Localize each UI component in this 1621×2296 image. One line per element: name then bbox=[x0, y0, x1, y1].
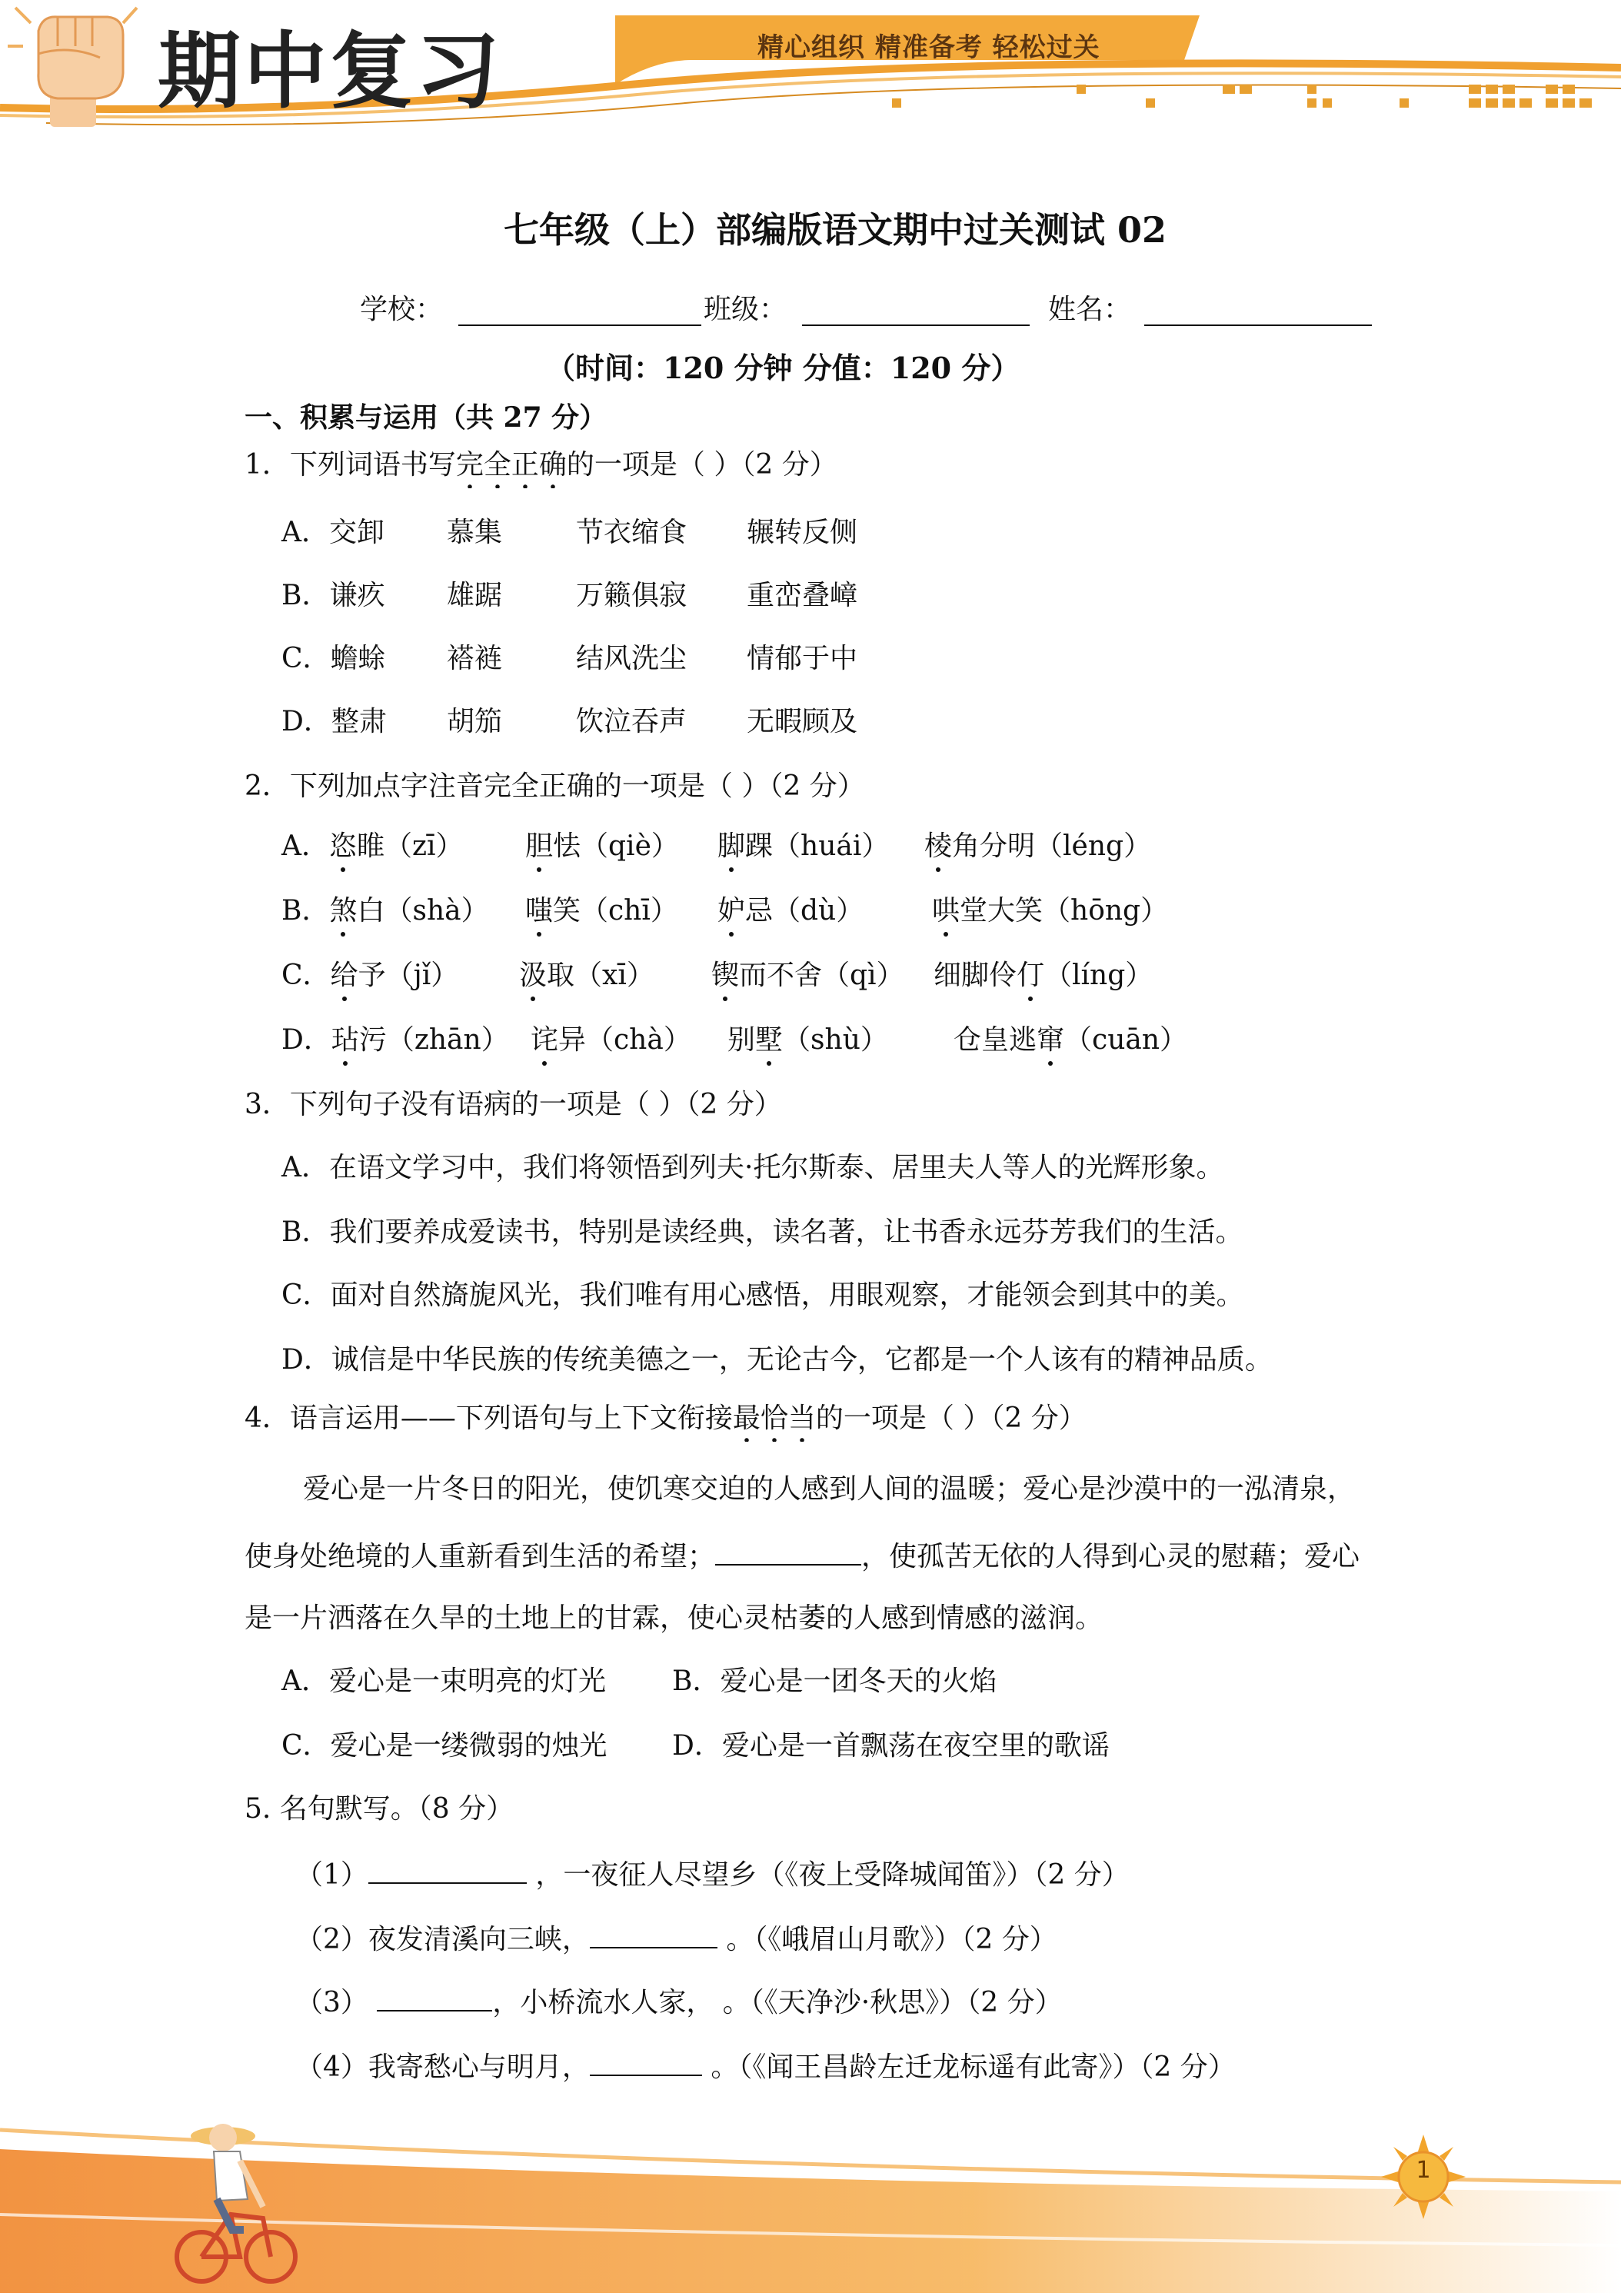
sentence-option[interactable]: D．诚信是中华民族的传统美德之一，无论古今，它都是一个人该有的精神品质。 bbox=[281, 1344, 1273, 1376]
option-word: 节衣缩食 bbox=[576, 517, 687, 548]
choice-option[interactable]: B．爱心是一团冬天的火焰 bbox=[672, 1665, 997, 1697]
option-word: 褡裢 bbox=[447, 643, 503, 674]
choice-option[interactable]: A．爱心是一束明亮的灯光 bbox=[281, 1665, 606, 1697]
class-field[interactable] bbox=[802, 297, 1030, 326]
page-number: 1 bbox=[1416, 2157, 1431, 2184]
option-word[interactable]: D．整肃 bbox=[281, 706, 387, 737]
sentence-option[interactable]: B．我们要养成爱读书，特别是读经典，读名著，让书香永远芬芳我们的生活。 bbox=[281, 1216, 1243, 1248]
header-title: 期中复习 bbox=[158, 24, 503, 120]
sentence-option[interactable]: A．在语文学习中，我们将领悟到列夫·托尔斯泰、居里夫人等人的光辉形象。 bbox=[281, 1152, 1224, 1183]
question-1-stem: 1．下列词语书写完全正确的一项是（ ）（2 分） bbox=[245, 448, 837, 483]
pinyin-option[interactable]: D．玷污（zhān） bbox=[281, 1023, 509, 1058]
passage-line: 使身处绝境的人重新看到生活的希望； ，使孤苦无依的人得到心灵的慰藉；爱心 bbox=[245, 1536, 1360, 1575]
choice-option[interactable]: D．爱心是一首飘荡在夜空里的歌谣 bbox=[672, 1730, 1110, 1762]
recitation-item: （1） ，一夜征人尽望乡（《夜上受降城闻笛》）（2 分） bbox=[295, 1855, 1130, 1893]
option-word[interactable]: C．蟾蜍 bbox=[281, 643, 386, 674]
pinyin-option: 胆怯（qiè） bbox=[525, 829, 679, 864]
pinyin-option: 诧异（chà） bbox=[531, 1023, 691, 1058]
name-label: 姓名： bbox=[1048, 294, 1132, 325]
recitation-item: （3） ，小桥流水人家， 。（《天净沙·秋思》）（2 分） bbox=[295, 1982, 1063, 2021]
option-word: 重峦叠嶂 bbox=[747, 580, 858, 611]
choice-option[interactable]: C．爱心是一缕微弱的烛光 bbox=[281, 1730, 607, 1762]
pinyin-option[interactable]: A．恣睢（zī） bbox=[281, 829, 464, 864]
section-heading: 一、积累与运用（共 27 分） bbox=[245, 401, 607, 434]
option-word: 胡笳 bbox=[447, 706, 503, 737]
question-3-stem: 3．下列句子没有语病的一项是（ ）（2 分） bbox=[245, 1089, 782, 1120]
fill-blank[interactable] bbox=[590, 1919, 717, 1948]
question-2-stem: 2．下列加点字注音完全正确的一项是（ ）（2 分） bbox=[245, 770, 865, 802]
pinyin-option: 细脚伶仃（líng） bbox=[934, 958, 1153, 993]
time-info: （时间：120 分钟 分值：120 分） bbox=[546, 351, 1020, 385]
header-slogan: 精心组织 精准备考 轻松过关 bbox=[757, 32, 1100, 63]
sentence-option[interactable]: C．面对自然旖旎风光，我们唯有用心感悟，用眼观察，才能领会到其中的美。 bbox=[281, 1279, 1244, 1311]
question-4-stem: 4．语言运用——下列语句与上下文衔接最恰当的一项是（ ）（2 分） bbox=[245, 1401, 1087, 1436]
option-word: 雄踞 bbox=[447, 580, 503, 611]
pinyin-option: 仓皇逃窜（cuān） bbox=[954, 1023, 1187, 1058]
pinyin-option: 哄堂大笑（hōng） bbox=[932, 893, 1168, 929]
name-field[interactable] bbox=[1144, 297, 1372, 326]
option-word: 情郁于中 bbox=[747, 643, 858, 674]
school-label: 学校： bbox=[360, 294, 444, 325]
pinyin-option: 脚踝（huái） bbox=[717, 829, 889, 864]
option-word[interactable]: A．交卸 bbox=[281, 517, 384, 548]
recitation-item: （2）夜发清溪向三峡， 。（《峨眉山月歌》）（2 分） bbox=[295, 1919, 1057, 1958]
pinyin-option: 别墅（shù） bbox=[727, 1023, 888, 1058]
pinyin-option: 棱角分明（léng） bbox=[924, 829, 1151, 864]
option-word: 无暇顾及 bbox=[747, 706, 858, 737]
pinyin-option[interactable]: C．给予（jǐ） bbox=[281, 958, 458, 993]
fist-icon bbox=[8, 0, 138, 131]
pinyin-option: 汲取（xī） bbox=[519, 958, 654, 993]
option-word: 辗转反侧 bbox=[747, 517, 858, 548]
passage-line: 爱心是一片冬日的阳光，使饥寒交迫的人感到人间的温暖；爱心是沙漠中的一泓清泉， bbox=[303, 1473, 1356, 1505]
question-5-stem: 5. 名句默写。（8 分） bbox=[245, 1793, 514, 1825]
recitation-item: （4）我寄愁心与明月， 。（《闻王昌龄左迁龙标遥有此寄》）（2 分） bbox=[295, 2047, 1236, 2085]
pinyin-option: 嗤笑（chī） bbox=[525, 893, 678, 929]
class-label: 班级： bbox=[704, 294, 787, 325]
pinyin-option: 妒忌（dù） bbox=[717, 893, 864, 929]
exam-title: 七年级（上）部编版语文期中过关测试 02 bbox=[504, 209, 1167, 251]
emphasis-text: 最恰当 bbox=[733, 1403, 816, 1442]
fill-blank[interactable] bbox=[368, 1855, 527, 1884]
cyclist-icon bbox=[171, 2115, 301, 2291]
option-word[interactable]: B．谦疚 bbox=[281, 580, 385, 611]
emphasis-text: 完全正确 bbox=[456, 449, 567, 488]
option-word: 结风洗尘 bbox=[576, 643, 687, 674]
fill-blank[interactable] bbox=[377, 1982, 492, 2011]
passage-line: 是一片洒落在久旱的土地上的甘霖，使心灵枯萎的人感到情感的滋润。 bbox=[245, 1602, 1103, 1634]
pinyin-option[interactable]: B．煞白（shà） bbox=[281, 893, 489, 929]
page-footer bbox=[0, 2076, 1621, 2293]
option-word: 饮泣吞声 bbox=[576, 706, 687, 737]
page-header bbox=[0, 0, 1621, 161]
option-word: 慕集 bbox=[447, 517, 503, 548]
pinyin-option: 锲而不舍（qì） bbox=[711, 958, 904, 993]
fill-blank[interactable] bbox=[715, 1536, 861, 1566]
option-word: 万籁俱寂 bbox=[576, 580, 687, 611]
school-field[interactable] bbox=[458, 297, 701, 326]
fill-blank[interactable] bbox=[590, 2047, 702, 2076]
